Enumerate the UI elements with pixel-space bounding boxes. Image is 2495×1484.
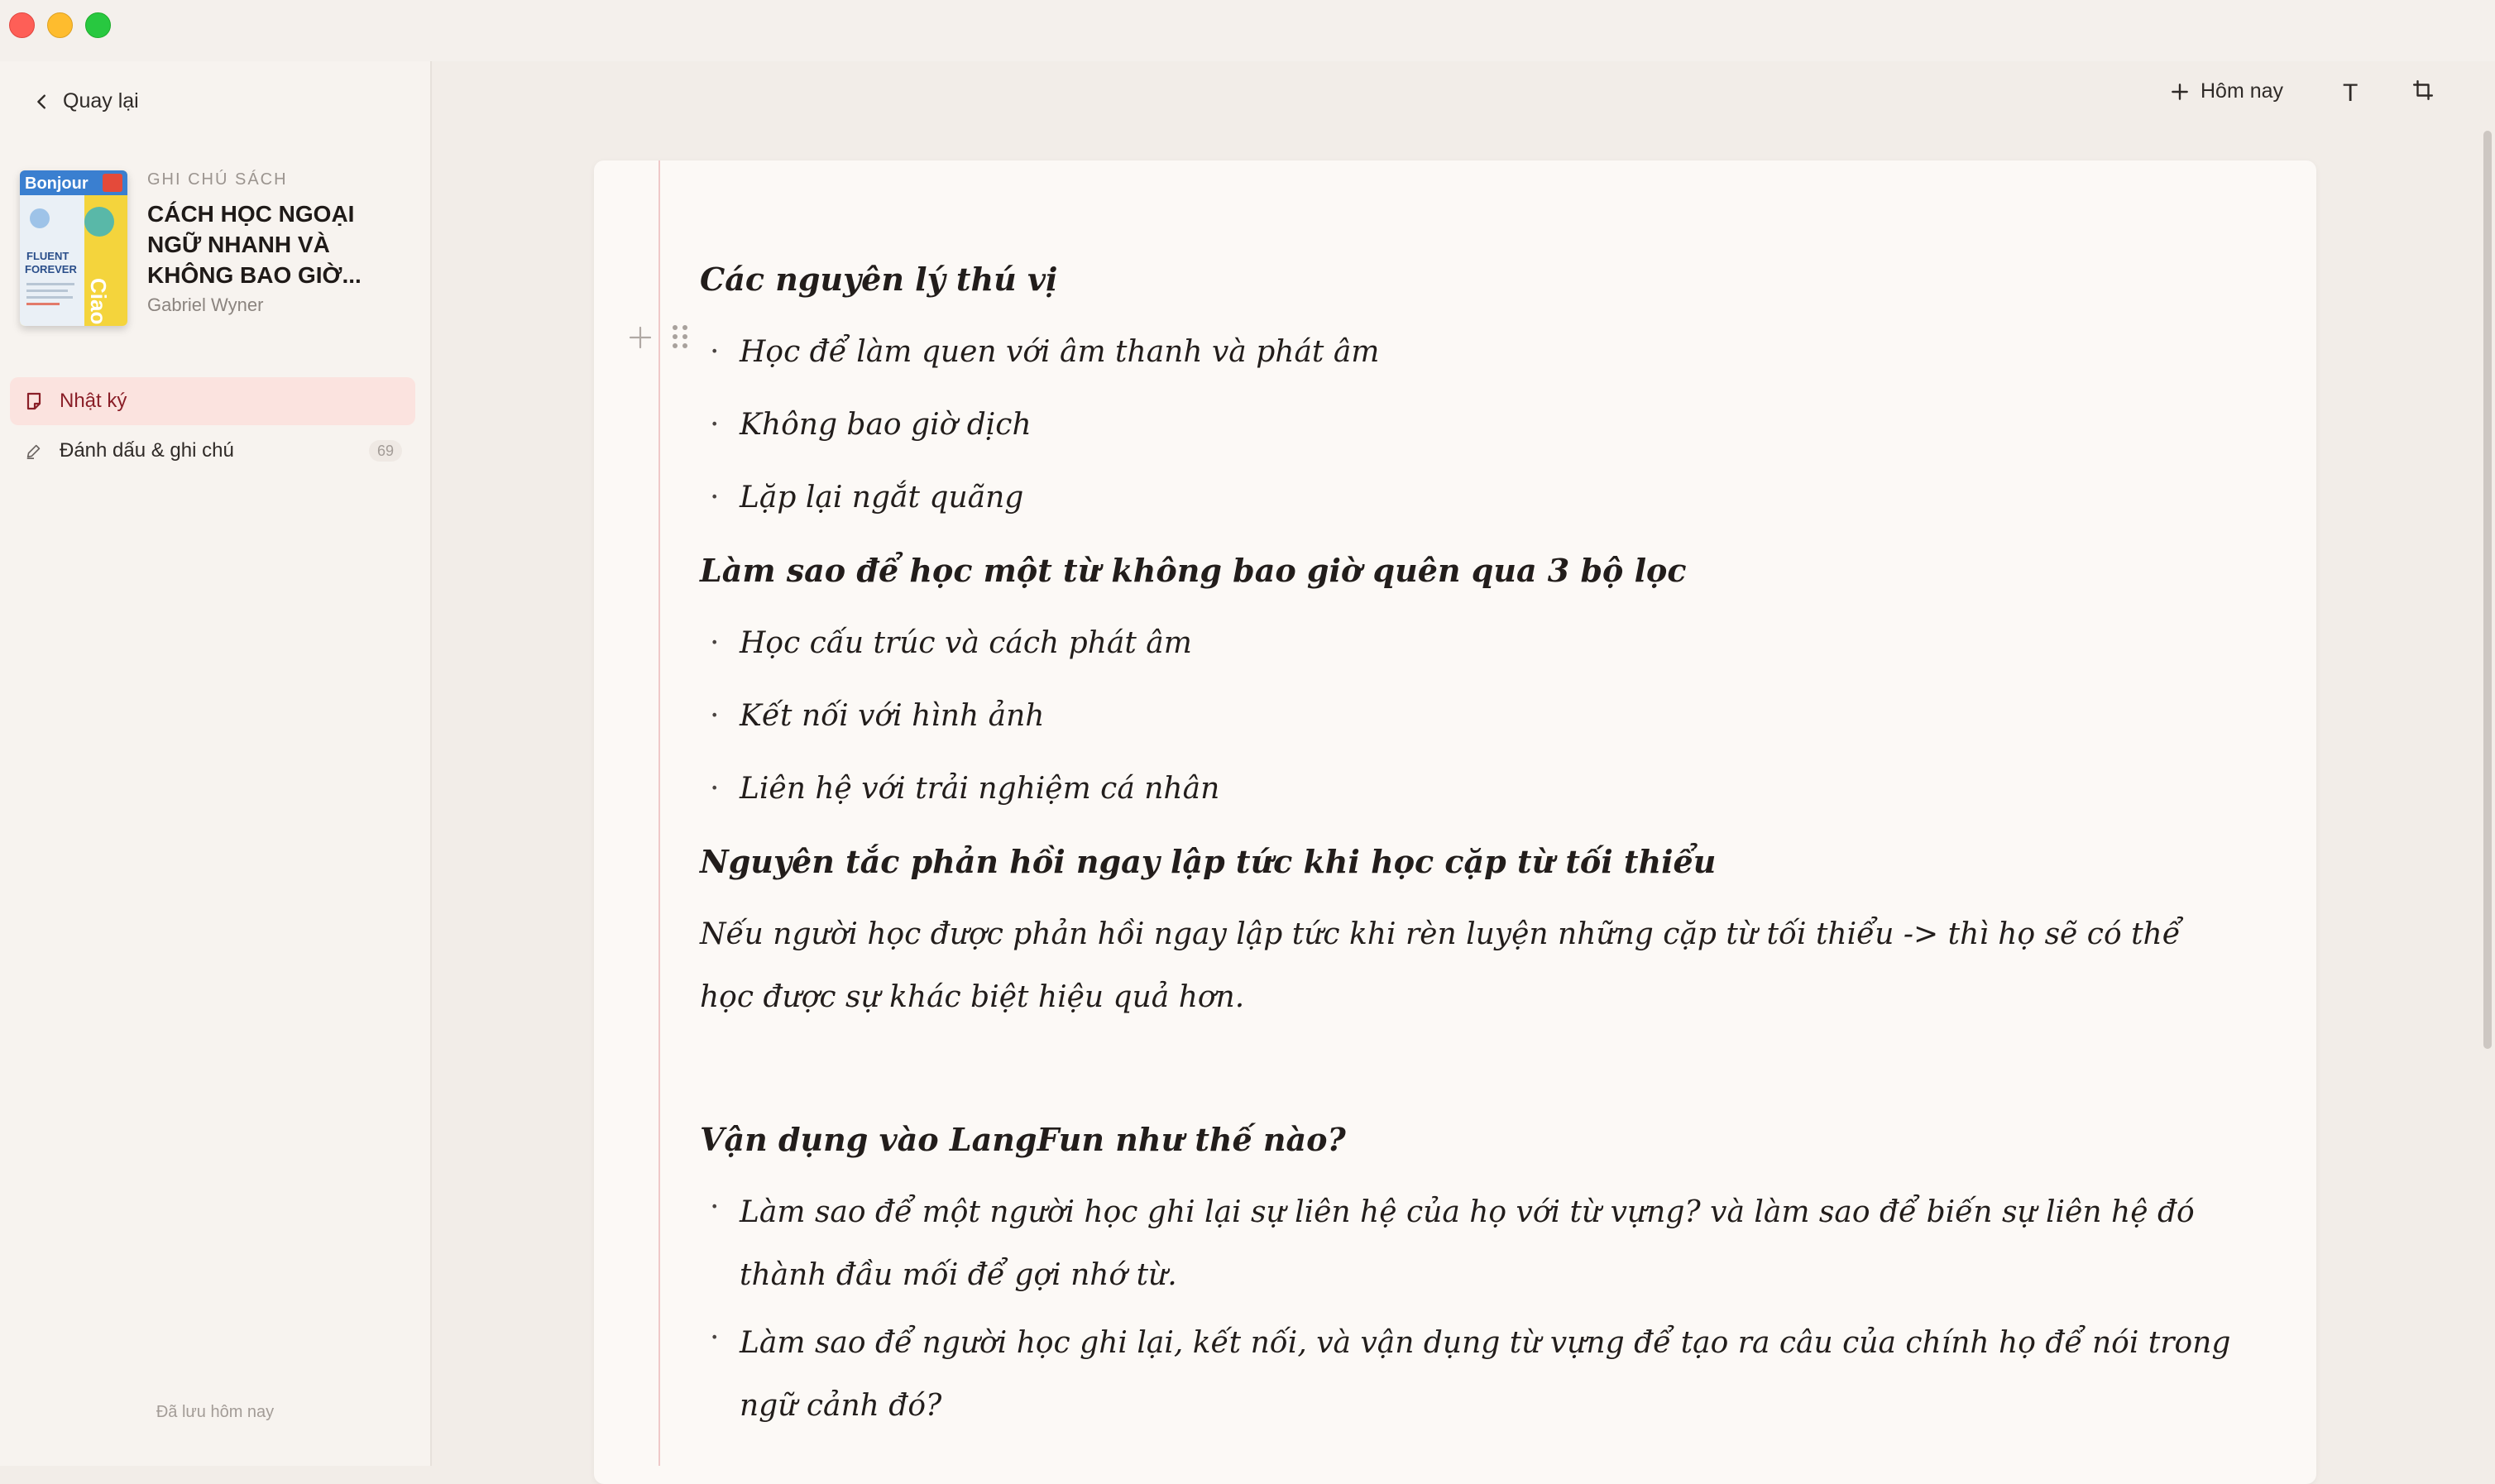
pen-icon (23, 440, 45, 462)
note-bullet: · Kết nối với hình ảnh (700, 680, 2239, 753)
note-content[interactable] (700, 243, 2239, 1438)
note-bullet: · Không bao giờ dịch (700, 389, 2239, 462)
zoom-window-button[interactable] (85, 12, 111, 38)
chevron-left-icon (33, 93, 51, 111)
crop-button[interactable] (2412, 79, 2434, 101)
note-icon (23, 390, 45, 412)
cover-brand-text: Bonjour (25, 175, 89, 193)
paper-margin-line (658, 160, 660, 1466)
book-author: Gabriel Wyner (147, 294, 264, 315)
add-block-icon[interactable] (627, 324, 654, 351)
minimize-window-button[interactable] (47, 12, 73, 38)
note-heading: Nguyên tắc phản hồi ngay lập tức khi học cặp từ tối thiểu (700, 843, 1717, 880)
note-bullet: · Học để làm quen với âm thanh và phát âm (700, 316, 2239, 389)
note-heading: Làm sao để học một từ không bao giờ quên qua 3 bộ lọc (700, 552, 1687, 589)
text-style-button[interactable] (2343, 79, 2358, 108)
save-status: Đã lưu hôm nay (156, 1403, 275, 1421)
back-button[interactable] (33, 89, 139, 113)
vertical-scrollbar[interactable] (2477, 61, 2495, 1466)
note-bullet: · Làm sao để một người học ghi lại sự liên hệ của họ với từ vựng? và làm sao để biến sự liên hệ đó thành đầu mối để gợi nhớ từ. (700, 1176, 2239, 1307)
crop-icon (2412, 79, 2434, 101)
sidebar (0, 61, 432, 1466)
text-format-icon: T (2343, 79, 2359, 107)
note-bullet: · Làm sao để người học ghi lại, kết nối, và vận dụng từ vựng để tạo ra câu của chính họ để nói trong ngữ cảnh đó? (700, 1307, 2239, 1438)
note-paragraph: Nếu người học được phản hồi ngay lập tức khi rèn luyện những cặp từ tối thiểu -> thì họ sẽ có thể học được sự khác biệt hiệu quả hơn. (700, 917, 2181, 1014)
add-today-button[interactable] (2169, 79, 2283, 103)
scrollbar-thumb[interactable] (2483, 131, 2492, 1049)
highlights-count-badge: 69 (369, 440, 402, 462)
note-bullet: · Lặp lại ngắt quãng (700, 462, 2239, 534)
back-label: Quay lại (63, 89, 139, 112)
sidebar-item-label: Nhật ký (60, 390, 127, 412)
note-bullet: · Liên hệ với trải nghiệm cá nhân (700, 753, 2239, 826)
empty-line (700, 1029, 2239, 1103)
add-today-label: Hôm nay (2200, 79, 2284, 103)
note-bullet: · Học cấu trúc và cách phát âm (700, 607, 2239, 680)
plus-icon (2169, 81, 2191, 103)
book-kicker: GHI CHÚ SÁCH (147, 170, 288, 189)
book-title: CÁCH HỌC NGOẠI NGỮ NHANH VÀ KHÔNG BAO GIỜ... (147, 201, 362, 288)
note-heading: Các nguyên lý thú vị (700, 261, 1058, 298)
note-heading: Vận dụng vào LangFun như thế nào? (700, 1121, 1346, 1158)
sidebar-item-journal[interactable] (10, 377, 415, 425)
window-titlebar (0, 0, 2495, 61)
cover-vertical-text: Ciao (86, 278, 111, 325)
drag-handle-icon[interactable] (671, 323, 689, 351)
cover-line-2: FOREVER (25, 263, 77, 275)
cover-line-1: FLUENT (26, 250, 69, 262)
sidebar-item-highlights[interactable] (10, 427, 415, 475)
close-window-button[interactable] (9, 12, 35, 38)
sidebar-item-label: Đánh dấu & ghi chú (60, 439, 234, 462)
book-cover (20, 170, 127, 326)
